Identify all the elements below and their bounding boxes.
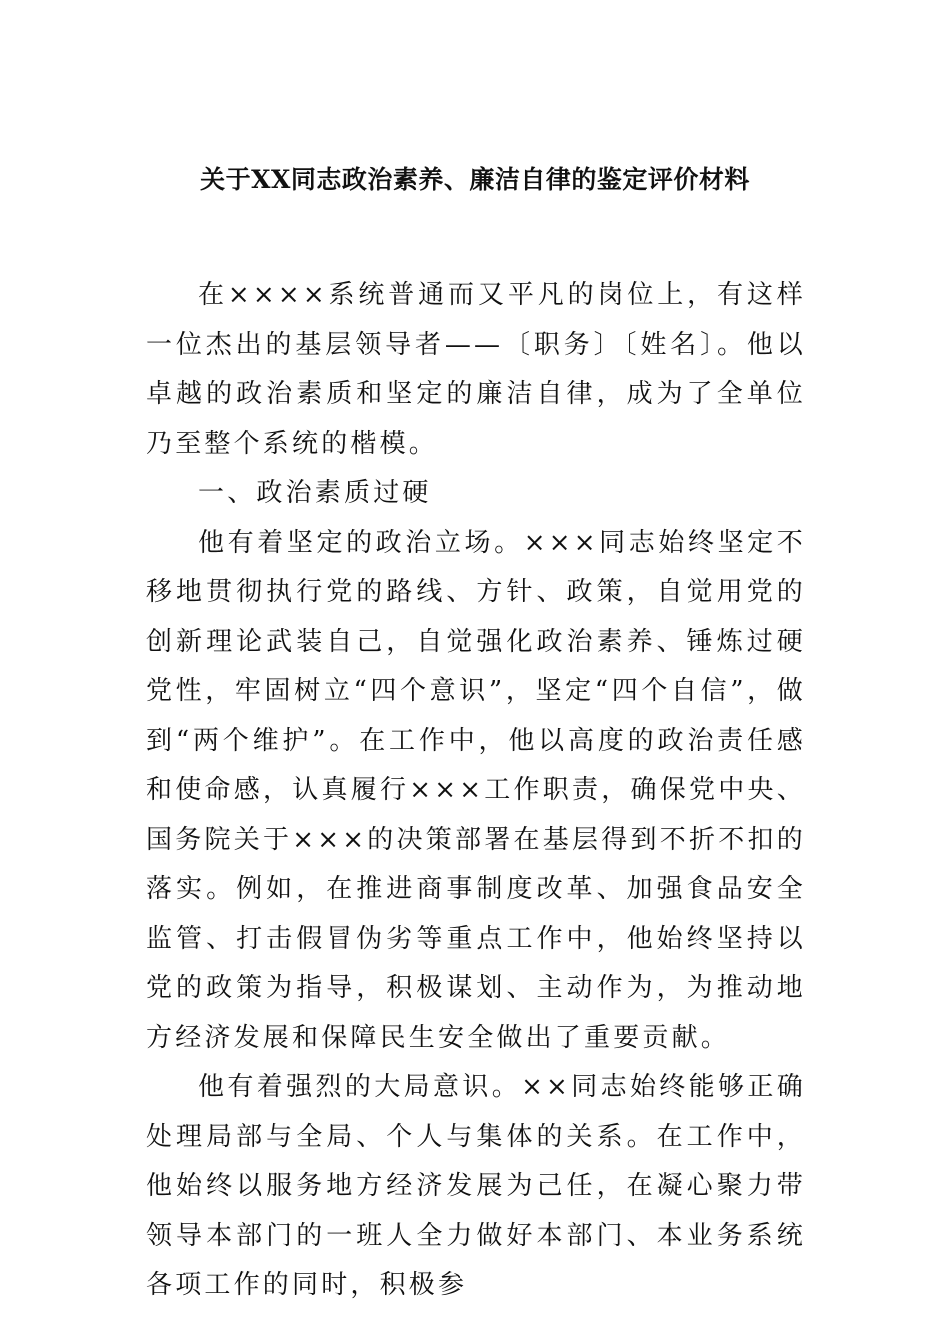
section-heading: 一、政治素质过硬 <box>198 478 432 508</box>
body-paragraph: 他有着坚定的政治立场。×××同志始终坚定不移地贯彻执行党的路线、方针、政策，自觉用党的创新理论武装自己，自觉强化政治素养、锤炼过硬党性，牢固树立“四个意识”，坚定“四个自信”，做到“两个维护”。在工作中，他以高度的政治责任感和使命感，认真履行×××工作职责，确保党中央、国务院关于×××的决策部署在基层得到不折不扣的落实。例如，在推进商事制度改革、加强食品安全监管、打击假冒伪劣等重点工作中，他始终坚持以党的政策为指导，积极谋划、主动作为，为推动地方经济发展和保障民生安全做出了重要贡献。 <box>146 527 806 1053</box>
body-paragraph: 他有着强烈的大局意识。××同志始终能够正确处理局部与全局、个人与集体的关系。在工作中，他始终以服务地方经济发展为己任，在凝心聚力带领导本部门的一班人全力做好本部门、本业务系统各项工作的同时，积极参 <box>146 1072 806 1300</box>
document-title: 关于XX同志政治素养、廉洁自律的鉴定评价材料 <box>200 165 750 194</box>
document-body <box>146 271 806 1311</box>
intro-paragraph: 在××××系统普通而又平凡的岗位上，有这样一位杰出的基层领导者——〔职务〕〔姓名〕。他以卓越的政治素质和坚定的廉洁自律，成为了全单位乃至整个系统的楷模。 <box>146 280 806 459</box>
